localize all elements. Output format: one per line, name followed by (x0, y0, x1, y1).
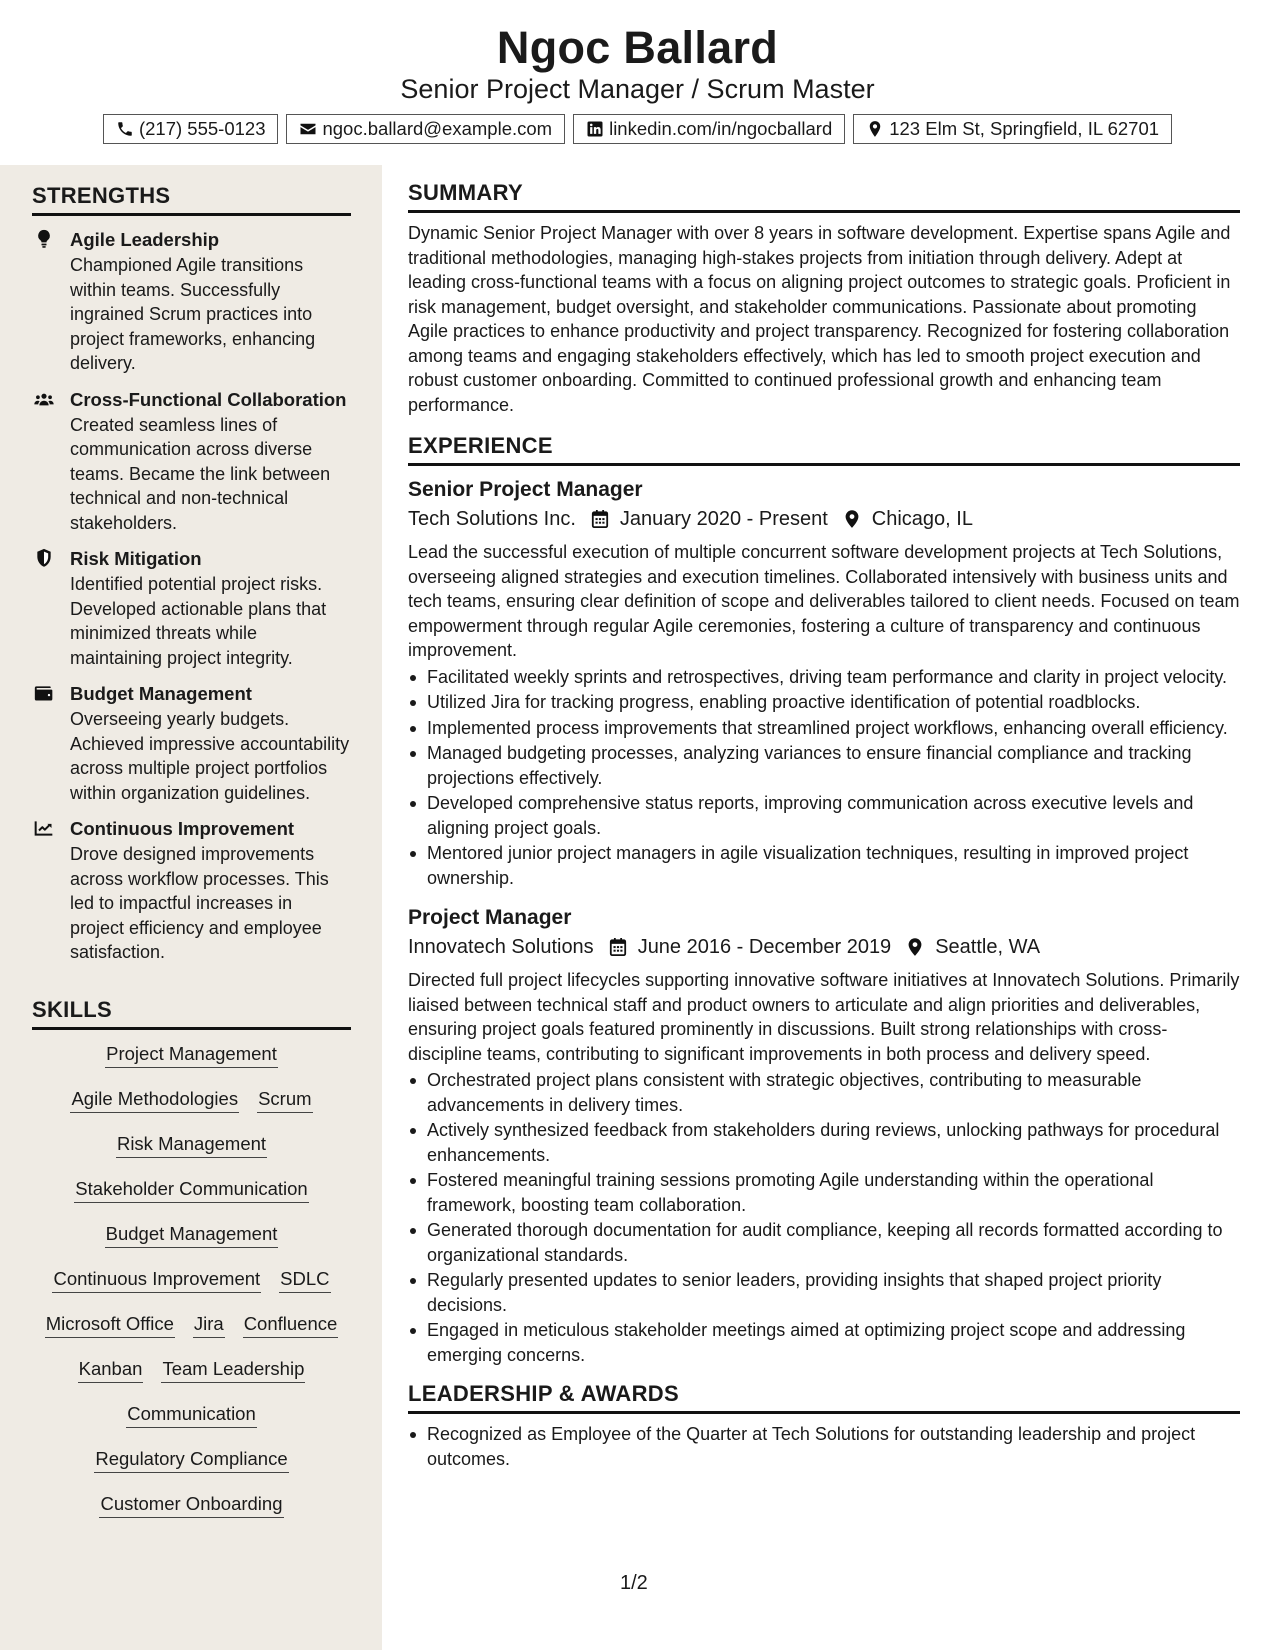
candidate-name: Ngoc Ballard (496, 22, 779, 73)
resume-header (0, 0, 1275, 165)
strength-name: Cross-Functional Collaboration (70, 388, 347, 410)
leadership-bullets (408, 1422, 1240, 1471)
strengths-heading: STRENGTHS (32, 183, 351, 216)
strength-item (32, 816, 351, 965)
bullet-item: Actively synthesized feedback from stakeholders during reviews, unlocking pathways for procedural enhancements. (408, 1118, 1240, 1167)
skill-tag: Stakeholder Communication (74, 1177, 308, 1203)
contact-phone-text: (217) 555-0123 (138, 118, 266, 139)
job-title: Project Manager (408, 906, 572, 929)
candidate-title: Senior Project Manager / Scrum Master (400, 74, 875, 104)
skill-row (52, 1267, 330, 1312)
bullet-item: Developed comprehensive status reports, improving communication across executive levels and aligning project goals. (408, 791, 1240, 840)
strength-desc: Drove designed improvements across workflow processes. This led to impactful increases in project efficiency and employee satisfaction. (70, 844, 329, 962)
skill-row (94, 1447, 288, 1492)
strength-name: Agile Leadership (70, 229, 220, 250)
skill-row (70, 1087, 312, 1132)
calendar-icon (608, 937, 628, 957)
bullet-item: Regularly presented updates to senior leaders, providing insights that shaped project priority decisions. (408, 1268, 1240, 1317)
sidebar (0, 165, 382, 1650)
bullet-item: Orchestrated project plans consistent with strategic objectives, contributing to measurable advancements in delivery times. (408, 1068, 1240, 1117)
skill-tag: Communication (126, 1402, 257, 1428)
skill-tag: SDLC (279, 1267, 330, 1293)
skill-tag: Regulatory Compliance (94, 1447, 288, 1473)
bullet-item: Fostered meaningful training sessions promoting Agile understanding within the operational framework, boosting team collaboration. (408, 1168, 1240, 1217)
summary-text: Dynamic Senior Project Manager with over 8 years in software development. Expertise spans Agile and traditional methodologies, managing high-stakes projects from initiation through delivery. Adept at leading cross-functional teams with a focus on aligning project outcomes to strategic goals. Proficient in risk management, budget oversight, and stakeholder communications. Passionate about promoting Agile practices to enhance productivity and project transparency. Recognized for fostering collaboration among teams and engaging stakeholders effectively, which has led to smooth project execution and robust customer onboarding. Committed to continued professional growth and enhancing team performance. (408, 223, 1231, 415)
contact-bar (0, 114, 1275, 144)
phone-icon (116, 120, 134, 138)
contact-linkedin[interactable] (573, 114, 845, 144)
strength-desc: Overseeing yearly budgets. Achieved impressive accountability across multiple project portfolios within organization guidelines. (70, 709, 350, 803)
job-title: Senior Project Manager (408, 478, 643, 501)
skill-tag: Project Management (105, 1042, 278, 1068)
job-company: Tech Solutions Inc. (408, 508, 576, 530)
bullet-item: Generated thorough documentation for audit compliance, keeping all records formatted according to organizational standards. (408, 1218, 1240, 1267)
linkedin-icon (586, 120, 604, 138)
wallet-icon (34, 683, 54, 703)
strength-item (32, 227, 351, 376)
page-number: 1/2 (620, 1572, 648, 1594)
contact-linkedin-text: linkedin.com/in/ngocballard (609, 118, 833, 139)
calendar-icon (590, 509, 610, 529)
skill-tag: Team Leadership (161, 1357, 305, 1383)
skill-row (116, 1132, 267, 1177)
strength-item (32, 387, 351, 536)
skill-row (78, 1357, 306, 1402)
bullet-item: Utilized Jira for tracking progress, enabling proactive identification of potential roadblocks. (408, 690, 1240, 715)
users-icon (34, 389, 54, 409)
strength-desc: Championed Agile transitions within teams. Successfully ingrained Scrum practices into project frameworks, enhancing delivery. (70, 255, 316, 373)
job-meta (408, 504, 1240, 534)
map-pin-icon (866, 120, 884, 138)
contact-email-text: ngoc.ballard@example.com (322, 118, 553, 139)
bullet-item: Mentored junior project managers in agile visualization techniques, resulting in improved project ownership. (408, 841, 1240, 890)
bullet-item: Facilitated weekly sprints and retrospectives, driving team performance and clarity in project velocity. (408, 665, 1240, 690)
job-dates: June 2016 - December 2019 (637, 936, 892, 958)
skill-row (74, 1177, 308, 1222)
skill-row (105, 1042, 278, 1087)
job-company: Innovatech Solutions (408, 936, 594, 958)
strength-name: Continuous Improvement (70, 818, 295, 839)
skill-tag: Customer Onboarding (99, 1492, 283, 1518)
skill-row (99, 1492, 283, 1537)
skill-tag: Agile Methodologies (70, 1087, 239, 1113)
skill-tag: Risk Management (116, 1132, 267, 1158)
leadership-heading: LEADERSHIP & AWARDS (408, 1381, 1240, 1414)
skill-tag: Microsoft Office (45, 1312, 175, 1338)
job-entry (408, 476, 1240, 890)
summary-heading: SUMMARY (408, 180, 1240, 213)
skill-row (105, 1222, 279, 1267)
bullet-item: Managed budgeting processes, analyzing variances to ensure financial compliance and tracking projections effectively. (408, 741, 1240, 790)
skill-tag: Scrum (257, 1087, 312, 1113)
strength-item (32, 546, 351, 670)
map-pin-icon (905, 937, 925, 957)
strength-desc: Created seamless lines of communication across diverse teams. Became the link between technical and non-technical stakeholders. (70, 414, 331, 533)
skill-tag: Confluence (243, 1312, 339, 1338)
envelope-icon (299, 120, 317, 138)
contact-phone[interactable] (103, 114, 279, 144)
lightbulb-icon (34, 229, 54, 249)
job-bullets (408, 1068, 1240, 1367)
skills-list (32, 1042, 351, 1537)
shield-icon (34, 548, 54, 568)
job-entry (408, 904, 1240, 1367)
job-description: Lead the successful execution of multiple concurrent software development projects at Tech Solutions, overseeing aligned strategies and execution timelines. Collaborated intensively with business units and tech teams, ensuring clear definition of scope and deliverables tailored to client needs. Focused on team empowerment through regular Agile ceremonies, fostering a culture of transparency and continuous improvement. (408, 542, 1240, 660)
skill-row (45, 1312, 339, 1357)
skill-tag: Continuous Improvement (52, 1267, 261, 1293)
strength-item (32, 681, 351, 805)
experience-heading: EXPERIENCE (408, 433, 1240, 466)
chart-line-icon (34, 818, 54, 838)
strength-name: Budget Management (70, 683, 252, 704)
skill-tag: Budget Management (105, 1222, 279, 1248)
strength-desc: Identified potential project risks. Developed actionable plans that minimized threats while maintaining project integrity. (70, 574, 327, 668)
skills-heading: SKILLS (32, 997, 351, 1030)
contact-address (853, 114, 1172, 144)
strength-name: Risk Mitigation (70, 548, 202, 569)
bullet-item: Implemented process improvements that streamlined project workflows, enhancing overall efficiency. (408, 716, 1240, 741)
bullet-item: Recognized as Employee of the Quarter at Tech Solutions for outstanding leadership and project outcomes. (408, 1422, 1240, 1471)
skill-row (126, 1402, 257, 1447)
job-bullets (408, 665, 1240, 891)
contact-address-text: 123 Elm St, Springfield, IL 62701 (889, 118, 1160, 139)
job-location: Seattle, WA (935, 936, 1041, 958)
job-description: Directed full project lifecycles supporting innovative software initiatives at Innovatech Solutions. Primarily liaised between technical staff and product owners to articulate and align priorities and deliverables, ensuring project goals featured prominently in discussions. Built strong relationships with cross-discipline teams, contributing to significant improvements in both process and delivery speed. (408, 970, 1240, 1064)
contact-email[interactable] (286, 114, 565, 144)
main-content (408, 180, 1240, 1472)
job-meta (408, 932, 1240, 962)
map-pin-icon (842, 509, 862, 529)
job-dates: January 2020 - Present (619, 508, 828, 530)
skill-tag: Jira (193, 1312, 225, 1338)
bullet-item: Engaged in meticulous stakeholder meetings aimed at optimizing project scope and addressing emerging concerns. (408, 1318, 1240, 1367)
job-location: Chicago, IL (871, 508, 973, 530)
skill-tag: Kanban (78, 1357, 144, 1383)
